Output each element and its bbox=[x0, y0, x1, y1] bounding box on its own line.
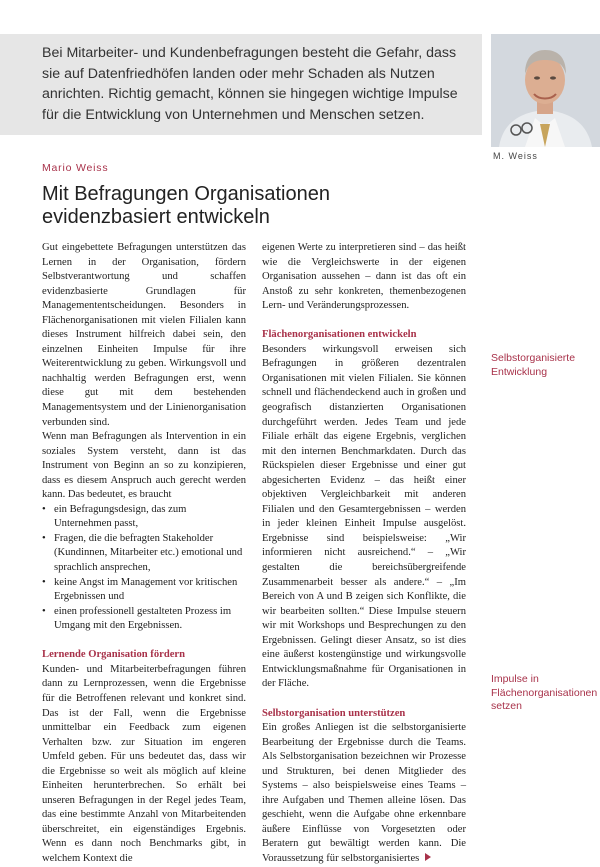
author-name: Mario Weiss bbox=[42, 162, 109, 174]
intro-paragraph: Gut eingebettete Befragungen unterstützen das Lernen in der Organisation, fördern Selbstverantwortung und schaffen evidenzbasierte Grundlagen für Managemententscheidungen. Besonders in Flächenorganisationen mit vielen Filialen kann dieses Instrument hilfreich dabei sein, den einzelnen Einheiten Impulse für ihre Weiterentwicklung zu geben. Wirkungsvoll und nachhaltig werden Befragungen erst, wenn diese gut mit dem bestehenden Managementsystem und der Linienorganisation verbunden sind. bbox=[42, 242, 246, 428]
heading-lernende-organisation: Lernende Organisation fördern bbox=[42, 649, 186, 661]
requirements-list bbox=[42, 503, 246, 634]
heading-selbstorganisation: Selbstorganisation unterstützen bbox=[262, 707, 406, 719]
continuation-paragraph: eigenen Werte zu interpretieren sind – das heißt wie die Vergleichswerte in der eigenen Organisation aussehen – dann ist das oft ein Anstoß zu sehr konkreten, themenbezogenen Lern- und Veränderungsprozessen. bbox=[262, 242, 466, 312]
lead-box bbox=[0, 34, 482, 135]
list-item: • einen professionell gestalteten Prozess im Umgang mit den Ergebnissen. bbox=[42, 605, 246, 634]
column-1 bbox=[42, 241, 246, 867]
author-photo bbox=[491, 34, 600, 147]
intervention-paragraph: Wenn man Befragungen als Intervention in ein soziales System versteht, dann ist das Instrument von Beginn an so zu konzipieren, dass es diesem Anspruch auch gerecht werden kann. Das bedeutet, es braucht bbox=[42, 431, 246, 501]
flaechen-paragraph: Besonders wirkungsvoll erweisen sich Befragungen in größeren dezentralen Organisationen mit vielen Filialen. Sie können schnell und flächendeckend auch in großen und geografisch distanzierten Organisationen durchgeführt werden. Jedes Team und jede Filiale erhält das eigene Ergebnis, verglichen mit den internen Benchmarkdaten. Durch das Rückspielen dieser Ergebnisse und einer gut abgesicherten Evidenz – das heißt einer objektiven Vergleichbarkeit mit anderen Filialen und den Gesamtergebnissen – werden in jeder kleinen Einheit Impulse ausgelöst. Ergebnisse sind beispielsweise: „Wir informieren nicht ausreichend.“ – „Wir gestalten die bereichsübergreifende Zusammenarbeit besser als andere.“ – „Im Bereich von A und B zeigen sich Konflikte, die wir bearbeiten sollten.“ Diese Impulse steuern wir mit Workshops und Besprechungen zu den Ergebnissen. Gelingt dieser Ansatz, so ist dies eine äußerst kostengünstige und wirkungsvolle Entwicklungsmaßnahme für Organisationen in der Fläche. bbox=[262, 343, 466, 690]
selbst-text: Ein großes Anliegen ist die selbstorganisierte Bearbeitung der Ergebnisse durch die Teams. Als Selbstorganisation bezeichnen wir Prozesse und Strukturen, bei denen Mitglieder des Systems – also beispielsweise eines Teams – ihre Aufgaben und Themen alleine lösen. Das geschieht, wenn die Aufgabe ohne erkennbare äußere Einflüsse von Vorgesetzten oder Beratern gut bewältigt werden kann. Die Voraussetzung für selbstorganisiertes bbox=[262, 722, 466, 864]
heading-flaechenorganisationen: Flächenorganisationen entwickeln bbox=[262, 329, 417, 341]
title-line-2: evidenzbasiert entwickeln bbox=[42, 206, 270, 228]
margin-note-impulse: Impulse in Flächenorganisationen setzen bbox=[491, 673, 598, 712]
list-item: • Fragen, die die befragten Stakeholder (Kundinnen, Mitarbeiter etc.) emotional und sprachlich ansprechen, bbox=[42, 532, 246, 576]
list-item: • ein Befragungsdesign, das zum Unternehmen passt, bbox=[42, 503, 246, 532]
list-item: • keine Angst im Management vor kritischen Ergebnissen und bbox=[42, 576, 246, 605]
selbst-paragraph bbox=[262, 721, 466, 866]
portrait-illustration bbox=[491, 34, 600, 147]
column-2 bbox=[262, 241, 466, 867]
article-title bbox=[42, 183, 472, 229]
lernende-paragraph: Kunden- und Mitarbeiterbefragungen führen dann zu Lernprozessen, wenn die Ergebnisse für die Betroffenen relevant und konkret sind. Das ist der Fall, wenn die Ergebnisse unmittelbar ein Feedback zum eigenen Verhalten bzw. zur Situation im engeren Umfeld geben. Für uns bedeutet das, dass wir die Ergebnisse so weit als möglich auf kleine Einheiten herunterbrechen. So erhält bei unseren Befragungen in der Regel jedes Team, das eine bestimmte Anzahl von Mitarbeitenden überschreitet, ein eigenständiges Ergebnis. Wenn es dann noch Benchmarks gibt, in welchem Kontext die bbox=[42, 663, 246, 864]
lead-text: Bei Mitarbeiter- und Kundenbefragungen besteht die Gefahr, dass sie auf Datenfriedhöfen landen oder mehr Schaden als Nutzen anrichten. Richtig gemacht, können sie hingegen wichtige Impulse für die Entwicklung von Unternehmen und Menschen setzen. bbox=[42, 45, 458, 123]
continue-arrow-icon bbox=[425, 853, 431, 861]
margin-note-selbstorganisiert: Selbstorganisierte Entwicklung bbox=[491, 352, 576, 378]
title-line-1: Mit Befragungen Organisationen bbox=[42, 183, 330, 205]
photo-caption: M. Weiss bbox=[493, 151, 538, 161]
